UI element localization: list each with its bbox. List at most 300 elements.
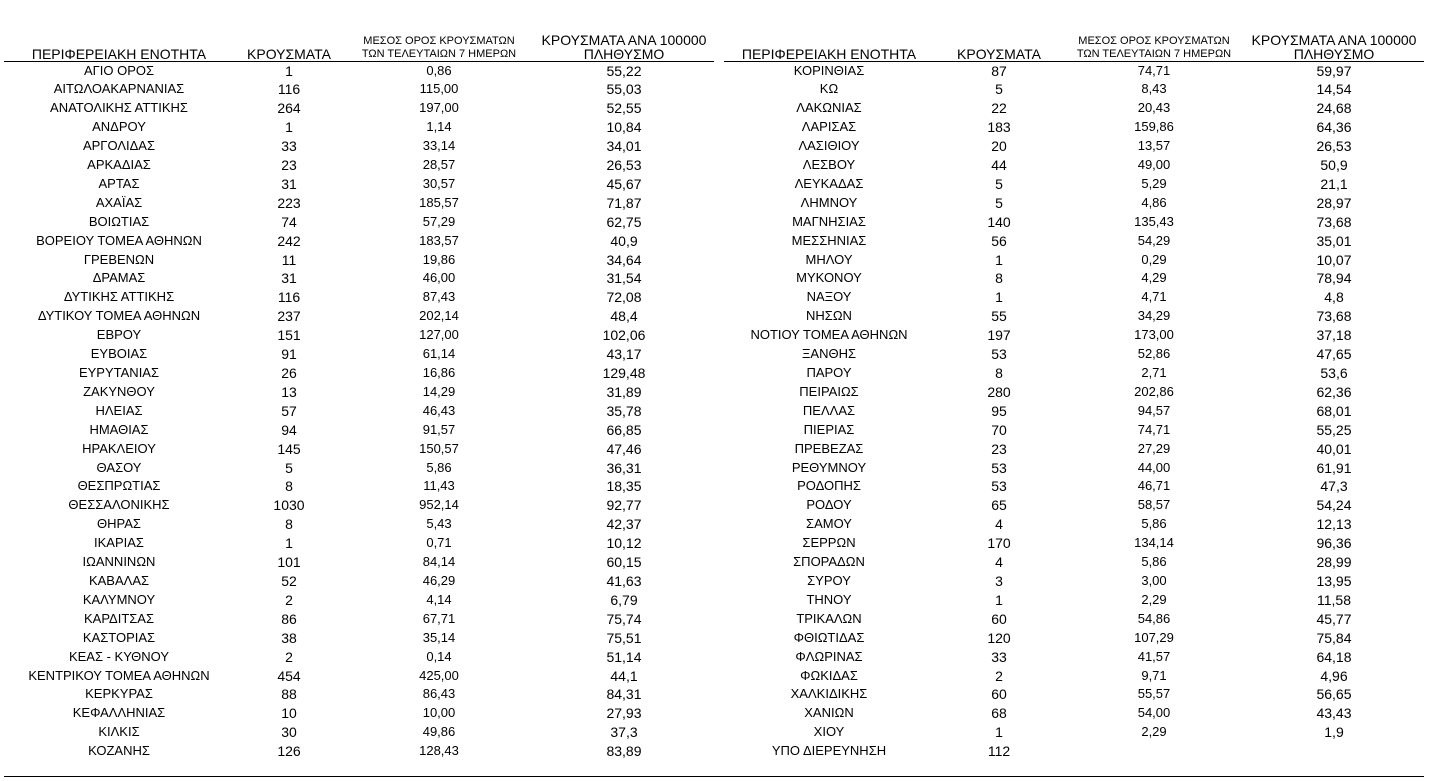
avg7-cell: 87,43 bbox=[422, 289, 456, 305]
avg7-cell: 202,86 bbox=[1134, 383, 1174, 399]
avg7-cell: 952,14 bbox=[419, 497, 459, 513]
avg7-cell: 16,86 bbox=[422, 365, 456, 380]
left-table bbox=[4, 26, 714, 761]
region-cell: ΚΕΦΑΛΛΗΝΙΑΣ bbox=[72, 705, 166, 721]
region-cell: ΘΑΣΟΥ bbox=[96, 459, 142, 475]
per100k-cell: 102,06 bbox=[602, 327, 646, 344]
avg7-cell: 34,29 bbox=[1137, 308, 1171, 324]
cases-cell: 145 bbox=[277, 440, 301, 457]
cases-cell: 31 bbox=[281, 270, 297, 287]
per100k-cell: 83,89 bbox=[606, 743, 642, 760]
header-cases: ΚΡΟΥΣΜΑΤΑ bbox=[934, 26, 1064, 61]
table-row bbox=[4, 307, 714, 326]
avg7-cell: 19,86 bbox=[422, 251, 456, 267]
cases-cell: 2 bbox=[995, 667, 1003, 684]
region-cell: ΘΕΣΣΑΛΟΝΙΚΗΣ bbox=[68, 497, 170, 513]
per100k-cell bbox=[1244, 742, 1424, 761]
cases-cell: 68 bbox=[991, 705, 1007, 722]
avg7-cell: 11,43 bbox=[423, 478, 455, 494]
avg7-cell: 5,86 bbox=[426, 459, 452, 475]
cases-cell: 151 bbox=[277, 327, 301, 344]
region-cell: ΙΚΑΡΙΑΣ bbox=[94, 535, 144, 551]
avg7-cell: 57,29 bbox=[422, 213, 456, 229]
per100k-cell: 35,01 bbox=[1316, 232, 1352, 249]
right-table bbox=[724, 26, 1424, 761]
table-row bbox=[4, 269, 714, 288]
avg7-cell: 13,57 bbox=[1137, 138, 1171, 154]
table-row bbox=[724, 402, 1424, 421]
per100k-cell: 54,24 bbox=[1316, 497, 1352, 514]
avg7-cell: 33,14 bbox=[422, 138, 456, 154]
per100k-cell: 72,08 bbox=[606, 289, 642, 306]
per100k-cell: 37,3 bbox=[610, 724, 638, 741]
avg7-cell: 4,29 bbox=[1141, 270, 1167, 286]
table-row bbox=[4, 440, 714, 459]
left-header-row bbox=[4, 26, 714, 61]
avg7-cell: 5,29 bbox=[1141, 175, 1167, 191]
right-table-block bbox=[724, 26, 1424, 761]
region-cell: ΛΗΜΝΟΥ bbox=[800, 194, 858, 210]
table-row bbox=[724, 629, 1424, 648]
table-row bbox=[4, 61, 714, 80]
header-cases: ΚΡΟΥΣΜΑΤΑ bbox=[234, 26, 344, 61]
avg7-cell: 4,71 bbox=[1141, 289, 1167, 305]
per100k-cell: 41,63 bbox=[606, 572, 642, 589]
cases-cell: 13 bbox=[281, 383, 297, 400]
per100k-cell: 26,53 bbox=[606, 157, 642, 174]
cases-cell: 91 bbox=[281, 346, 297, 363]
region-cell: ΠΑΡΟΥ bbox=[806, 365, 852, 380]
cases-cell: 20 bbox=[991, 138, 1007, 155]
table-row bbox=[724, 213, 1424, 232]
table-row bbox=[4, 553, 714, 572]
region-cell: ΕΥΒΟΙΑΣ bbox=[90, 346, 148, 362]
region-cell: ΛΑΡΙΣΑΣ bbox=[801, 119, 857, 135]
table-row bbox=[724, 99, 1424, 118]
cases-cell: 1 bbox=[285, 119, 293, 136]
region-cell: ΚΑΡΔΙΤΣΑΣ bbox=[83, 610, 155, 626]
cases-cell: 31 bbox=[281, 175, 297, 192]
region-cell: ΜΕΣΣΗΝΙΑΣ bbox=[791, 232, 867, 248]
table-row bbox=[724, 345, 1424, 364]
avg7-cell: 5,43 bbox=[426, 516, 452, 532]
avg7-cell: 44,00 bbox=[1137, 459, 1171, 475]
table-row bbox=[4, 610, 714, 629]
region-cell: ΔΥΤΙΚΗΣ ΑΤΤΙΚΗΣ bbox=[63, 289, 175, 305]
avg7-cell: 86,43 bbox=[422, 686, 456, 702]
region-cell: ΠΙΕΡΙΑΣ bbox=[803, 421, 855, 437]
region-cell: ΤΡΙΚΑΛΩΝ bbox=[796, 610, 862, 626]
per100k-cell: 62,36 bbox=[1316, 383, 1352, 400]
avg7-cell: 135,43 bbox=[1134, 213, 1174, 229]
region-cell: ΜΗΛΟΥ bbox=[805, 251, 853, 267]
cases-cell: 11 bbox=[281, 251, 297, 268]
header-avg7: ΜΕΣΟΣ ΟΡΟΣ ΚΡΟΥΣΜΑΤΩΝ ΤΩΝ ΤΕΛΕΥΤΑΙΩΝ 7 ΗΜΕΡΩΝ bbox=[344, 26, 534, 61]
cases-cell: 33 bbox=[991, 648, 1007, 665]
cases-cell: 88 bbox=[281, 686, 297, 703]
cases-cell: 5 bbox=[995, 194, 1003, 211]
per100k-cell: 55,22 bbox=[606, 62, 642, 79]
table-row bbox=[4, 534, 714, 553]
region-cell: ΜΥΚΟΝΟΥ bbox=[796, 270, 862, 286]
region-cell: ΛΑΣΙΘΙΟΥ bbox=[798, 138, 860, 154]
region-cell: ΒΟΡΕΙΟΥ ΤΟΜΕΑ ΑΘΗΝΩΝ bbox=[36, 232, 202, 248]
avg7-cell: 202,14 bbox=[419, 308, 459, 324]
table-row bbox=[4, 364, 714, 383]
cases-cell: 8 bbox=[995, 365, 1003, 381]
table-row bbox=[4, 742, 714, 761]
per100k-cell: 10,12 bbox=[606, 535, 642, 552]
region-cell: ΖΑΚΥΝΘΟΥ bbox=[83, 383, 155, 399]
avg7-cell: 0,71 bbox=[426, 535, 452, 551]
table-row bbox=[4, 118, 714, 137]
avg7-cell: 0,14 bbox=[426, 648, 452, 664]
table-row bbox=[724, 61, 1424, 80]
region-cell: ΣΕΡΡΩΝ bbox=[802, 535, 856, 551]
region-cell: ΡΟΔΟΥ bbox=[806, 497, 852, 513]
avg7-cell: 128,43 bbox=[419, 743, 459, 759]
region-cell: ΡΟΔΟΠΗΣ bbox=[797, 478, 861, 494]
table-row bbox=[4, 648, 714, 667]
per100k-cell: 47,46 bbox=[606, 440, 642, 457]
avg7-cell: 49,00 bbox=[1137, 157, 1171, 173]
cases-cell: 5 bbox=[285, 459, 293, 476]
region-cell: ΚΕΡΚΥΡΑΣ bbox=[85, 686, 153, 702]
avg7-cell: 46,71 bbox=[1137, 478, 1171, 494]
per100k-cell: 36,31 bbox=[606, 459, 642, 476]
cases-cell: 53 bbox=[991, 478, 1007, 495]
table-row bbox=[4, 629, 714, 648]
region-cell: ΔΥΤΙΚΟΥ ΤΟΜΕΑ ΑΘΗΝΩΝ bbox=[37, 308, 201, 324]
table-row bbox=[4, 515, 714, 534]
table-row bbox=[724, 251, 1424, 270]
left-table-body bbox=[4, 61, 714, 761]
avg7-cell: 28,57 bbox=[422, 157, 456, 173]
per100k-cell: 56,65 bbox=[1316, 686, 1352, 703]
per100k-cell: 34,64 bbox=[606, 251, 642, 268]
cases-cell: 8 bbox=[995, 270, 1003, 287]
avg7-cell: 41,57 bbox=[1137, 648, 1171, 664]
region-cell: ΚΙΛΚΙΣ bbox=[98, 724, 140, 740]
cases-cell: 74 bbox=[281, 213, 297, 230]
avg7-cell: 52,86 bbox=[1137, 346, 1171, 362]
table-row bbox=[4, 175, 714, 194]
avg7-cell: 54,86 bbox=[1137, 610, 1171, 626]
table-row bbox=[724, 137, 1424, 156]
avg7-cell: 150,57 bbox=[419, 440, 459, 456]
per100k-cell: 47,3 bbox=[1320, 478, 1348, 495]
per100k-cell: 75,84 bbox=[1316, 629, 1352, 646]
cases-cell: 8 bbox=[285, 478, 293, 495]
avg7-cell: 61,14 bbox=[422, 346, 456, 362]
cases-cell: 170 bbox=[987, 535, 1011, 552]
per100k-cell: 14,54 bbox=[1316, 81, 1352, 98]
avg7-cell: 46,29 bbox=[422, 572, 456, 588]
avg7-cell: 9,71 bbox=[1141, 667, 1167, 683]
per100k-cell: 43,43 bbox=[1316, 705, 1352, 722]
cases-cell: 56 bbox=[991, 232, 1007, 249]
cases-cell: 2 bbox=[285, 648, 293, 665]
region-cell: ΚΩ bbox=[819, 81, 839, 97]
per100k-cell: 31,89 bbox=[606, 383, 642, 400]
table-row bbox=[724, 648, 1424, 667]
avg7-cell: 67,71 bbox=[422, 610, 456, 626]
avg7-cell: 74,71 bbox=[1137, 421, 1171, 437]
cases-cell: 10 bbox=[281, 705, 297, 722]
cases-cell: 120 bbox=[987, 629, 1011, 646]
per100k-cell: 73,68 bbox=[1316, 308, 1352, 325]
region-cell: ΦΩΚΙΔΑΣ bbox=[800, 667, 858, 683]
avg7-cell: 14,29 bbox=[422, 383, 456, 399]
avg7-cell: 46,00 bbox=[422, 270, 456, 286]
avg7-cell: 115,00 bbox=[419, 81, 459, 97]
region-cell: ΑΓΙΟ ΟΡΟΣ bbox=[83, 62, 155, 78]
avg7-cell: 27,29 bbox=[1137, 440, 1171, 456]
cases-cell: 60 bbox=[991, 610, 1007, 627]
cases-cell: 116 bbox=[277, 81, 301, 98]
table-row bbox=[724, 421, 1424, 440]
table-row bbox=[724, 307, 1424, 326]
cases-cell: 33 bbox=[281, 138, 297, 155]
per100k-cell: 61,91 bbox=[1316, 459, 1352, 476]
per100k-cell: 47,65 bbox=[1316, 346, 1352, 363]
cases-cell: 53 bbox=[991, 346, 1007, 363]
cases-cell: 1 bbox=[995, 251, 1003, 268]
region-cell: ΑΡΤΑΣ bbox=[98, 175, 140, 191]
region-cell: ΗΛΕΙΑΣ bbox=[95, 402, 143, 418]
table-row bbox=[4, 496, 714, 515]
table-row bbox=[724, 326, 1424, 345]
avg7-cell: 74,71 bbox=[1137, 62, 1171, 78]
cases-cell: 60 bbox=[991, 686, 1007, 703]
region-cell: ΕΥΡΥΤΑΝΙΑΣ bbox=[78, 365, 160, 380]
table-row bbox=[4, 99, 714, 118]
cases-cell: 22 bbox=[991, 100, 1007, 117]
avg7-cell bbox=[1064, 742, 1244, 761]
table-row bbox=[724, 118, 1424, 137]
table-row bbox=[724, 553, 1424, 572]
per100k-cell: 6,79 bbox=[610, 591, 638, 608]
per100k-cell: 68,01 bbox=[1316, 402, 1352, 419]
avg7-cell: 91,57 bbox=[422, 421, 456, 437]
region-cell: ΠΕΛΛΑΣ bbox=[802, 402, 856, 418]
table-row bbox=[724, 742, 1424, 761]
avg7-cell: 94,57 bbox=[1137, 402, 1171, 418]
cases-cell: 126 bbox=[277, 743, 301, 760]
per100k-cell: 40,01 bbox=[1316, 440, 1352, 457]
cases-cell: 1 bbox=[995, 724, 1003, 741]
table-row bbox=[724, 156, 1424, 175]
table-row bbox=[4, 345, 714, 364]
cases-cell: 223 bbox=[277, 194, 301, 211]
region-cell: ΧΑΝΙΩΝ bbox=[804, 705, 854, 721]
region-cell: ΛΕΣΒΟΥ bbox=[802, 157, 856, 173]
cases-cell: 26 bbox=[281, 365, 297, 381]
per100k-cell: 28,97 bbox=[1316, 194, 1352, 211]
per100k-cell: 53,6 bbox=[1320, 365, 1348, 381]
cases-cell: 1 bbox=[995, 591, 1003, 608]
per100k-cell: 4,8 bbox=[1324, 289, 1344, 306]
region-cell: ΠΡΕΒΕΖΑΣ bbox=[794, 440, 864, 456]
cases-cell: 1 bbox=[285, 535, 293, 552]
region-cell: ΑΙΤΩΛΟΑΚΑΡΝΑΝΙΑΣ bbox=[53, 81, 185, 97]
per100k-cell: 71,87 bbox=[606, 194, 642, 211]
header-avg7: ΜΕΣΟΣ ΟΡΟΣ ΚΡΟΥΣΜΑΤΩΝ ΤΩΝ ΤΕΛΕΥΤΑΙΩΝ 7 ΗΜΕΡΩΝ bbox=[1064, 26, 1244, 61]
per100k-cell: 11,58 bbox=[1317, 591, 1351, 608]
avg7-cell: 197,00 bbox=[419, 100, 459, 116]
cases-cell: 30 bbox=[281, 724, 297, 741]
cases-cell: 264 bbox=[277, 100, 301, 117]
table-row bbox=[4, 194, 714, 213]
per100k-cell: 42,37 bbox=[606, 516, 642, 533]
per100k-cell: 12,13 bbox=[1316, 516, 1352, 533]
avg7-cell: 173,00 bbox=[1134, 327, 1174, 343]
per100k-cell: 84,31 bbox=[606, 686, 642, 703]
per100k-cell: 44,1 bbox=[610, 667, 638, 684]
region-cell: ΕΒΡΟΥ bbox=[96, 327, 142, 343]
table-row bbox=[724, 477, 1424, 496]
table-row bbox=[724, 364, 1424, 383]
per100k-cell: 10,07 bbox=[1316, 251, 1352, 268]
cases-cell: 116 bbox=[277, 289, 301, 306]
region-cell: ΣΑΜΟΥ bbox=[806, 516, 852, 532]
region-cell: ΗΡΑΚΛΕΙΟΥ bbox=[82, 440, 156, 456]
region-cell: ΞΑΝΘΗΣ bbox=[801, 346, 857, 362]
header-per100k: ΚΡΟΥΣΜΑΤΑ ΑΝΑ 100000 ΠΛΗΘΥΣΜΟ bbox=[1244, 26, 1424, 61]
avg7-cell: 1,14 bbox=[426, 119, 452, 135]
cases-cell: 23 bbox=[281, 157, 297, 174]
avg7-cell: 185,57 bbox=[419, 194, 459, 210]
per100k-cell: 27,93 bbox=[606, 705, 642, 722]
table-row bbox=[724, 194, 1424, 213]
avg7-cell: 183,57 bbox=[419, 232, 459, 248]
cases-cell: 38 bbox=[281, 629, 297, 646]
table-row bbox=[724, 610, 1424, 629]
per100k-cell: 62,75 bbox=[606, 213, 642, 230]
region-cell: ΣΠΟΡΑΔΩΝ bbox=[793, 554, 865, 570]
left-table-block bbox=[4, 26, 714, 761]
cases-cell: 183 bbox=[987, 119, 1011, 136]
cases-cell: 23 bbox=[991, 440, 1007, 457]
avg7-cell: 10,00 bbox=[422, 705, 456, 721]
cases-cell: 53 bbox=[991, 459, 1007, 476]
cases-cell: 86 bbox=[281, 610, 297, 627]
region-cell: ΜΑΓΝΗΣΙΑΣ bbox=[792, 213, 866, 229]
table-row bbox=[4, 667, 714, 686]
region-cell: ΔΡΑΜΑΣ bbox=[92, 270, 146, 286]
avg7-cell: 159,86 bbox=[1134, 119, 1174, 135]
table-row bbox=[4, 402, 714, 421]
avg7-cell: 54,00 bbox=[1137, 705, 1171, 721]
cases-cell: 1 bbox=[285, 62, 293, 79]
per100k-cell: 40,9 bbox=[610, 232, 638, 249]
avg7-cell: 58,57 bbox=[1137, 497, 1171, 513]
avg7-cell: 5,86 bbox=[1141, 554, 1167, 570]
cases-cell: 2 bbox=[285, 591, 293, 608]
avg7-cell: 30,57 bbox=[422, 175, 456, 191]
avg7-cell: 2,71 bbox=[1141, 365, 1167, 380]
cases-cell: 87 bbox=[991, 62, 1007, 79]
region-cell: ΚΟΡΙΝΘΙΑΣ bbox=[793, 62, 865, 78]
avg7-cell: 5,86 bbox=[1141, 516, 1167, 532]
avg7-cell: 46,43 bbox=[422, 402, 456, 418]
region-cell: ΠΕΙΡΑΙΩΣ bbox=[799, 383, 859, 399]
table-row bbox=[724, 383, 1424, 402]
cases-cell: 94 bbox=[281, 421, 297, 438]
header-region: ΠΕΡΙΦΕΡΕΙΑΚΗ ΕΝΟΤΗΤΑ bbox=[4, 26, 234, 61]
region-cell: ΑΝΑΤΟΛΙΚΗΣ ΑΤΤΙΚΗΣ bbox=[50, 100, 188, 116]
table-row bbox=[724, 175, 1424, 194]
table-row bbox=[4, 326, 714, 345]
per100k-cell: 59,97 bbox=[1316, 62, 1352, 79]
per100k-cell: 64,36 bbox=[1316, 119, 1352, 136]
avg7-cell: 107,29 bbox=[1134, 629, 1174, 645]
cases-cell: 70 bbox=[991, 421, 1007, 438]
per100k-cell: 52,55 bbox=[606, 100, 642, 117]
region-cell: ΝΟΤΙΟΥ ΤΟΜΕΑ ΑΘΗΝΩΝ bbox=[750, 327, 908, 343]
cases-cell: 5 bbox=[995, 175, 1003, 192]
table-row bbox=[4, 137, 714, 156]
cases-cell: 4 bbox=[995, 554, 1003, 571]
cases-cell: 44 bbox=[991, 157, 1007, 174]
per100k-cell: 37,18 bbox=[1316, 327, 1352, 344]
per100k-cell: 34,01 bbox=[606, 138, 642, 155]
table-row bbox=[724, 667, 1424, 686]
table-row bbox=[724, 269, 1424, 288]
cases-cell: 95 bbox=[991, 402, 1007, 419]
table-row bbox=[724, 440, 1424, 459]
avg7-cell: 8,43 bbox=[1141, 81, 1167, 97]
region-cell: ΚΟΖΑΝΗΣ bbox=[88, 743, 150, 759]
region-cell: ΚΑΛΥΜΝΟΥ bbox=[82, 591, 156, 607]
per100k-cell: 64,18 bbox=[1316, 648, 1352, 665]
table-row bbox=[4, 232, 714, 251]
per100k-cell: 4,96 bbox=[1320, 667, 1348, 684]
per100k-cell: 50,9 bbox=[1320, 157, 1348, 174]
avg7-cell: 2,29 bbox=[1141, 591, 1167, 607]
avg7-cell: 0,86 bbox=[426, 62, 452, 78]
table-row bbox=[724, 459, 1424, 478]
table-row bbox=[724, 685, 1424, 704]
per100k-cell: 55,03 bbox=[606, 81, 642, 98]
avg7-cell: 0,29 bbox=[1141, 251, 1167, 267]
table-row bbox=[724, 288, 1424, 307]
region-cell: ΘΕΣΠΡΩΤΙΑΣ bbox=[77, 478, 161, 494]
right-header-row bbox=[724, 26, 1424, 61]
per100k-cell: 48,4 bbox=[610, 308, 638, 325]
table-row bbox=[4, 723, 714, 742]
header-per100k: ΚΡΟΥΣΜΑΤΑ ΑΝΑ 100000 ΠΛΗΘΥΣΜΟ bbox=[534, 26, 714, 61]
table-row bbox=[724, 80, 1424, 99]
right-table-body bbox=[724, 61, 1424, 761]
per100k-cell: 66,85 bbox=[606, 421, 642, 438]
table-row bbox=[724, 534, 1424, 553]
avg7-cell: 425,00 bbox=[419, 667, 459, 683]
region-cell: ΝΑΞΟΥ bbox=[806, 289, 852, 305]
per100k-cell: 75,51 bbox=[606, 629, 642, 646]
per100k-cell: 35,78 bbox=[606, 402, 642, 419]
cases-cell: 65 bbox=[991, 497, 1007, 514]
avg7-cell: 54,29 bbox=[1137, 232, 1171, 248]
cases-cell: 57 bbox=[281, 402, 297, 419]
per100k-cell: 45,67 bbox=[606, 175, 642, 192]
avg7-cell: 4,86 bbox=[1141, 194, 1167, 210]
table-row bbox=[4, 685, 714, 704]
per100k-cell: 55,25 bbox=[1316, 421, 1352, 438]
per100k-cell: 78,94 bbox=[1316, 270, 1352, 287]
cases-cell: 242 bbox=[277, 232, 301, 249]
cases-cell: 5 bbox=[995, 81, 1003, 98]
